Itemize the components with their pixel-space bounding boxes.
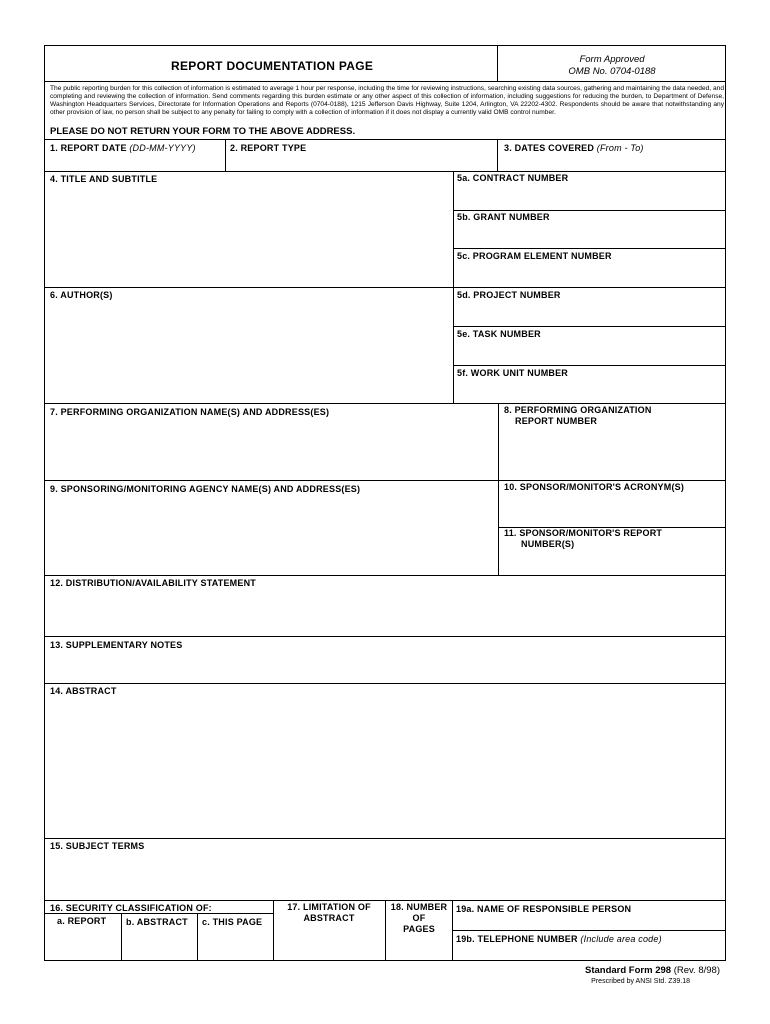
approved-line: Form Approved — [579, 54, 645, 65]
divider — [385, 900, 386, 960]
page-title: REPORT DOCUMENTATION PAGE — [171, 59, 374, 73]
field-14-label: 14. ABSTRACT — [50, 686, 117, 696]
field-5b-label: 5b. GRANT NUMBER — [457, 212, 550, 222]
form-designation: Standard Form 298 (Rev. 8/98) — [585, 965, 720, 976]
work-unit-number-input[interactable] — [457, 385, 719, 396]
do-not-return-notice: PLEASE DO NOT RETURN YOUR FORM TO THE ABOVE ADDRESS. — [50, 126, 356, 137]
divider — [452, 930, 725, 931]
divider — [273, 900, 274, 960]
field-4-label: 4. TITLE AND SUBTITLE — [50, 174, 158, 184]
divider — [498, 403, 499, 575]
field-5c-label: 5c. PROGRAM ELEMENT NUMBER — [457, 251, 612, 261]
distribution-statement-input[interactable] — [50, 592, 720, 634]
divider — [45, 683, 725, 684]
task-number-input[interactable] — [457, 346, 719, 357]
field-16-label: 16. SECURITY CLASSIFICATION OF: — [50, 903, 212, 913]
field-16a-label: a. REPORT — [57, 916, 107, 926]
performing-org-report-number-input[interactable] — [504, 441, 719, 452]
sponsor-report-number-input[interactable] — [504, 556, 719, 567]
field-13-label: 13. SUPPLEMENTARY NOTES — [50, 640, 183, 650]
divider — [45, 838, 725, 839]
field-19a-label: 19a. NAME OF RESPONSIBLE PERSON — [456, 904, 632, 914]
omb-approval — [497, 54, 727, 78]
omb-number: OMB No. 0704-0188 — [568, 66, 656, 77]
report-documentation-form — [44, 45, 726, 961]
divider — [45, 575, 725, 576]
field-10-label: 10. SPONSOR/MONITOR'S ACRONYM(S) — [504, 482, 685, 492]
divider — [45, 913, 273, 914]
field-16c-label: c. THIS PAGE — [202, 917, 263, 927]
field-5f-label: 5f. WORK UNIT NUMBER — [457, 368, 568, 378]
divider — [45, 636, 725, 637]
divider — [453, 365, 725, 366]
authors-input[interactable] — [50, 304, 448, 400]
divider — [45, 403, 725, 404]
divider — [45, 81, 725, 82]
contract-number-input[interactable] — [457, 191, 719, 202]
subject-terms-input[interactable] — [50, 855, 720, 897]
divider — [45, 171, 725, 172]
burden-statement: The public reporting burden for this collection of information is estimated to average 1 hour per response, including the time for reviewing instructions, searching existing data sources, gathering and maintaining the data needed, and completing and reviewing the collection of information. Send comments regarding this burden estimate or any other aspect of this collection of information, including suggestions for reducing the burden, to Department of Defense, Washington Headquarters Services, Directorate for Information Operations and Reports (0704-0188), 1215 Jefferson Davis Highway, Suite 1204, Arlington, VA 22202-4302. Respondents should be aware that notwithstanding any other provision of law, no person shall be subject to any penalty for failing to comply with a collection of information if it does not display a currently valid OMB control number. — [50, 85, 724, 116]
divider — [453, 326, 725, 327]
field-2-label: 2. REPORT TYPE — [230, 143, 307, 153]
field-9-label: 9. SPONSORING/MONITORING AGENCY NAME(S) AND ADDRESS(ES) — [50, 484, 361, 494]
sponsoring-agency-input[interactable] — [50, 498, 492, 572]
grant-number-input[interactable] — [457, 230, 719, 241]
divider — [121, 913, 122, 960]
dates-covered-input[interactable] — [504, 156, 719, 167]
supplementary-notes-input[interactable] — [50, 654, 720, 682]
field-15-label: 15. SUBJECT TERMS — [50, 841, 145, 851]
report-date-input[interactable] — [50, 156, 220, 167]
field-5e-label: 5e. TASK NUMBER — [457, 329, 541, 339]
field-6-label: 6. AUTHOR(S) — [50, 290, 113, 300]
field-8-label: 8. PERFORMING ORGANIZATION REPORT NUMBER — [504, 405, 652, 426]
field-1-label: 1. REPORT DATE (DD-MM-YYYY) — [50, 143, 196, 153]
abstract-input[interactable] — [50, 700, 720, 836]
report-type-input[interactable] — [230, 156, 490, 167]
field-5d-label: 5d. PROJECT NUMBER — [457, 290, 561, 300]
divider — [197, 913, 198, 960]
divider — [225, 139, 226, 171]
title-subtitle-input[interactable] — [50, 188, 448, 286]
field-17-label: 17. LIMITATION OF ABSTRACT — [287, 902, 371, 923]
field-18-label: 18. NUMBER OF PAGES — [390, 902, 448, 934]
telephone-number-input[interactable] — [456, 946, 720, 957]
responsible-person-input[interactable] — [456, 918, 720, 929]
sponsor-acronym-input[interactable] — [504, 498, 719, 509]
divider — [45, 287, 725, 288]
report-classification-input[interactable] — [50, 939, 116, 950]
divider — [453, 248, 725, 249]
field-16b-label: b. ABSTRACT — [126, 917, 188, 927]
field-5a-label: 5a. CONTRACT NUMBER — [457, 173, 569, 183]
this-page-classification-input[interactable] — [202, 939, 268, 950]
performing-org-input[interactable] — [50, 421, 492, 478]
field-19b-label: 19b. TELEPHONE NUMBER (Include area code) — [456, 934, 662, 944]
project-number-input[interactable] — [457, 307, 719, 318]
limitation-of-abstract-input[interactable] — [278, 939, 378, 950]
field-3-label: 3. DATES COVERED (From - To) — [504, 143, 644, 153]
field-7-label: 7. PERFORMING ORGANIZATION NAME(S) AND ADDRESS(ES) — [50, 407, 330, 417]
field-11-label: 11. SPONSOR/MONITOR'S REPORT NUMBER(S) — [504, 528, 663, 549]
prescribed-by: Prescribed by ANSI Std. Z39.18 — [591, 978, 690, 985]
program-element-number-input[interactable] — [457, 268, 719, 279]
field-12-label: 12. DISTRIBUTION/AVAILABILITY STATEMENT — [50, 578, 256, 588]
divider — [453, 210, 725, 211]
divider — [497, 139, 498, 171]
divider — [45, 139, 725, 140]
abstract-classification-input[interactable] — [126, 939, 192, 950]
divider — [45, 480, 725, 481]
